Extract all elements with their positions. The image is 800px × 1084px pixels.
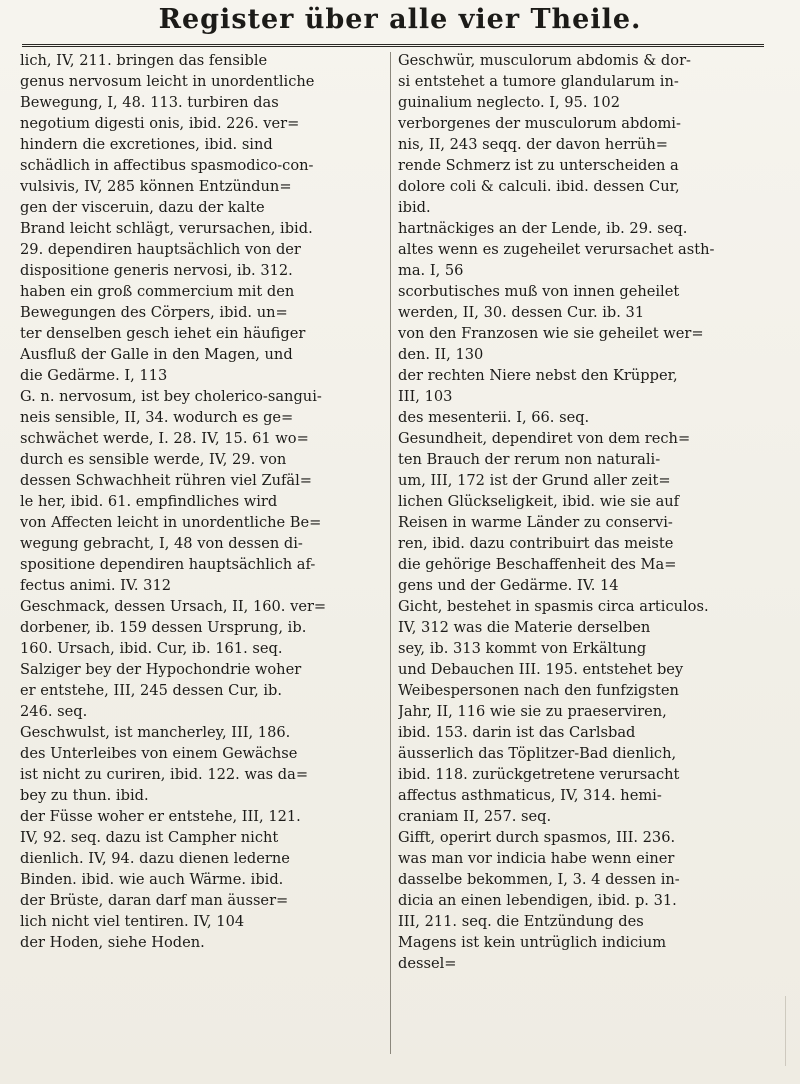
text-line: dorbener, ib. 159 dessen Ursprung, ib. bbox=[20, 619, 307, 636]
text-line: ren, ibid. dazu contribuirt das meiste bbox=[398, 535, 674, 552]
text-line: die gehörige Beschaffenheit des Ma= bbox=[398, 556, 677, 573]
text-line: gens und der Gedärme. IV. 14 bbox=[398, 577, 619, 594]
text-line: Geschwulst, ist mancherley, III, 186. bbox=[20, 724, 291, 741]
text-line: Jahr, II, 116 wie sie zu praeserviren, bbox=[398, 703, 667, 720]
page-header: Register über alle vier Theile. bbox=[158, 4, 642, 35]
text-line: craniam II, 257. seq. bbox=[398, 808, 552, 825]
text-line: III, 211. seq. die Entzündung des bbox=[398, 913, 644, 930]
text-line: dicia an einen lebendigen, ibid. p. 31. bbox=[398, 892, 677, 909]
text-line: der rechten Niere nebst den Krüpper, bbox=[398, 367, 678, 384]
text-line: Binden. ibid. wie auch Wärme. ibid. bbox=[20, 871, 284, 888]
text-line: werden, II, 30. dessen Cur. ib. 31 bbox=[398, 304, 645, 321]
text-line: III, 103 bbox=[398, 388, 453, 405]
text-line: negotium digesti onis, ibid. 226. ver= bbox=[20, 115, 300, 132]
text-line: Magens ist kein untrüglich indicium bbox=[398, 934, 667, 951]
text-line: scorbutisches muß von innen geheilet bbox=[398, 283, 680, 300]
text-line: 246. seq. bbox=[20, 703, 88, 720]
text-line: guinalium neglecto. I, 95. 102 bbox=[398, 94, 620, 111]
text-line: lich, IV, 211. bringen das fensible bbox=[20, 52, 268, 69]
text-line: schwächet werde, I. 28. IV, 15. 61 wo= bbox=[20, 430, 309, 447]
text-line: haben ein groß commercium mit den bbox=[20, 283, 295, 300]
text-line: Weibespersonen nach den funfzigsten bbox=[398, 682, 679, 699]
text-line: durch es sensible werde, IV, 29. von bbox=[20, 451, 287, 468]
text-line: äusserlich das Töplitzer-Bad dienlich, bbox=[398, 745, 677, 762]
text-line: Brand leicht schlägt, verursachen, ibid. bbox=[20, 220, 313, 237]
text-line: verborgenes der musculorum abdomi- bbox=[398, 115, 681, 132]
text-line: Gesundheit, dependiret von dem rech= bbox=[398, 430, 691, 447]
text-line: vulsivis, IV, 285 können Entzündun= bbox=[20, 178, 292, 195]
text-line: von den Franzosen wie sie geheilet wer= bbox=[398, 325, 704, 342]
text-line: der Hoden, siehe Hoden. bbox=[20, 934, 205, 951]
text-line: dessen Schwachheit rühren viel Zufäl= bbox=[20, 472, 312, 489]
text-line: ibid. 118. zurückgetretene verursacht bbox=[398, 766, 680, 783]
text-line: spositione dependiren hauptsächlich af- bbox=[20, 556, 316, 573]
text-line: Reisen in warme Länder zu conservi- bbox=[398, 514, 673, 531]
text-line: Bewegung, I, 48. 113. turbiren das bbox=[20, 94, 279, 111]
text-line: ten Brauch der rerum non naturali- bbox=[398, 451, 661, 468]
text-line: IV, 92. seq. dazu ist Campher nicht bbox=[20, 829, 279, 846]
text-line: um, III, 172 ist der Grund aller zeit= bbox=[398, 472, 671, 489]
text-line: ma. I, 56 bbox=[398, 262, 464, 279]
text-line: lichen Glückseligkeit, ibid. wie sie auf bbox=[398, 493, 680, 510]
text-line: des Unterleibes von einem Gewächse bbox=[20, 745, 298, 762]
page-edge-mark bbox=[737, 996, 786, 1066]
text-line: G. n. nervosum, ist bey cholerico-sangui- bbox=[20, 388, 322, 405]
text-line: hartnäckiges an der Lende, ib. 29. seq. bbox=[398, 220, 688, 237]
text-line: fectus animi. IV. 312 bbox=[20, 577, 172, 594]
text-line: dessel= bbox=[398, 955, 457, 972]
right-column bbox=[398, 50, 778, 974]
text-line: der Füsse woher er entstehe, III, 121. bbox=[20, 808, 301, 825]
text-line: nis, II, 243 seqq. der davon herrüh= bbox=[398, 136, 668, 153]
text-line: ter denselben gesch iehet ein häufiger bbox=[20, 325, 306, 342]
text-line: ibid. bbox=[398, 199, 431, 216]
text-line: IV, 312 was die Materie derselben bbox=[398, 619, 651, 636]
text-line: lich nicht viel tentiren. IV, 104 bbox=[20, 913, 245, 930]
text-line: dispositione generis nervosi, ib. 312. bbox=[20, 262, 293, 279]
text-line: gen der visceruin, dazu der kalte bbox=[20, 199, 265, 216]
text-line: des mesenterii. I, 66. seq. bbox=[398, 409, 590, 426]
text-line: 29. dependiren hauptsächlich von der bbox=[20, 241, 301, 258]
text-line: Geschmack, dessen Ursach, II, 160. ver= bbox=[20, 598, 327, 615]
text-line: die Gedärme. I, 113 bbox=[20, 367, 168, 384]
text-line: si entstehet a tumore glandularum in- bbox=[398, 73, 679, 90]
text-line: Salziger bey der Hypochondrie woher bbox=[20, 661, 302, 678]
column-divider bbox=[390, 52, 391, 1054]
text-line: neis sensible, II, 34. wodurch es ge= bbox=[20, 409, 294, 426]
text-line: dasselbe bekommen, I, 3. 4 dessen in- bbox=[398, 871, 680, 888]
text-line: ist nicht zu curiren, ibid. 122. was da= bbox=[20, 766, 309, 783]
text-line: dolore coli & calculi. ibid. dessen Cur, bbox=[398, 178, 680, 195]
text-line: er entstehe, III, 245 dessen Cur, ib. bbox=[20, 682, 283, 699]
text-line: Gicht, bestehet in spasmis circa articulos. bbox=[398, 598, 709, 615]
text-line: altes wenn es zugeheilet verursachet asth- bbox=[398, 241, 715, 258]
text-line: Bewegungen des Cörpers, ibid. un= bbox=[20, 304, 288, 321]
text-line: und Debauchen III. 195. entstehet bey bbox=[398, 661, 684, 678]
text-line: hindern die excretiones, ibid. sind bbox=[20, 136, 273, 153]
text-line: schädlich in affectibus spasmodico-con- bbox=[20, 157, 314, 174]
text-line: den. II, 130 bbox=[398, 346, 484, 363]
text-line: bey zu thun. ibid. bbox=[20, 787, 149, 804]
text-line: wegung gebracht, I, 48 von dessen di- bbox=[20, 535, 303, 552]
text-line: Geschwür, musculorum abdomis & dor- bbox=[398, 52, 691, 69]
text-line: Ausfluß der Galle in den Magen, und bbox=[20, 346, 293, 363]
text-line: affectus asthmaticus, IV, 314. hemi- bbox=[398, 787, 662, 804]
text-line: dienlich. IV, 94. dazu dienen lederne bbox=[20, 850, 290, 867]
text-line: sey, ib. 313 kommt von Erkältung bbox=[398, 640, 647, 657]
text-line: le her, ibid. 61. empfindliches wird bbox=[20, 493, 278, 510]
text-line: der Brüste, daran darf man äusser= bbox=[20, 892, 289, 909]
header-rule bbox=[22, 44, 764, 47]
text-line: ibid. 153. darin ist das Carlsbad bbox=[398, 724, 636, 741]
text-line: rende Schmerz ist zu unterscheiden a bbox=[398, 157, 679, 174]
text-line: Gifft, operirt durch spasmos, III. 236. bbox=[398, 829, 676, 846]
text-line: 160. Ursach, ibid. Cur, ib. 161. seq. bbox=[20, 640, 283, 657]
text-line: was man vor indicia habe wenn einer bbox=[398, 850, 675, 867]
text-line: genus nervosum leicht in unordentliche bbox=[20, 73, 315, 90]
left-column bbox=[20, 50, 385, 953]
text-line: von Affecten leicht in unordentliche Be= bbox=[20, 514, 322, 531]
